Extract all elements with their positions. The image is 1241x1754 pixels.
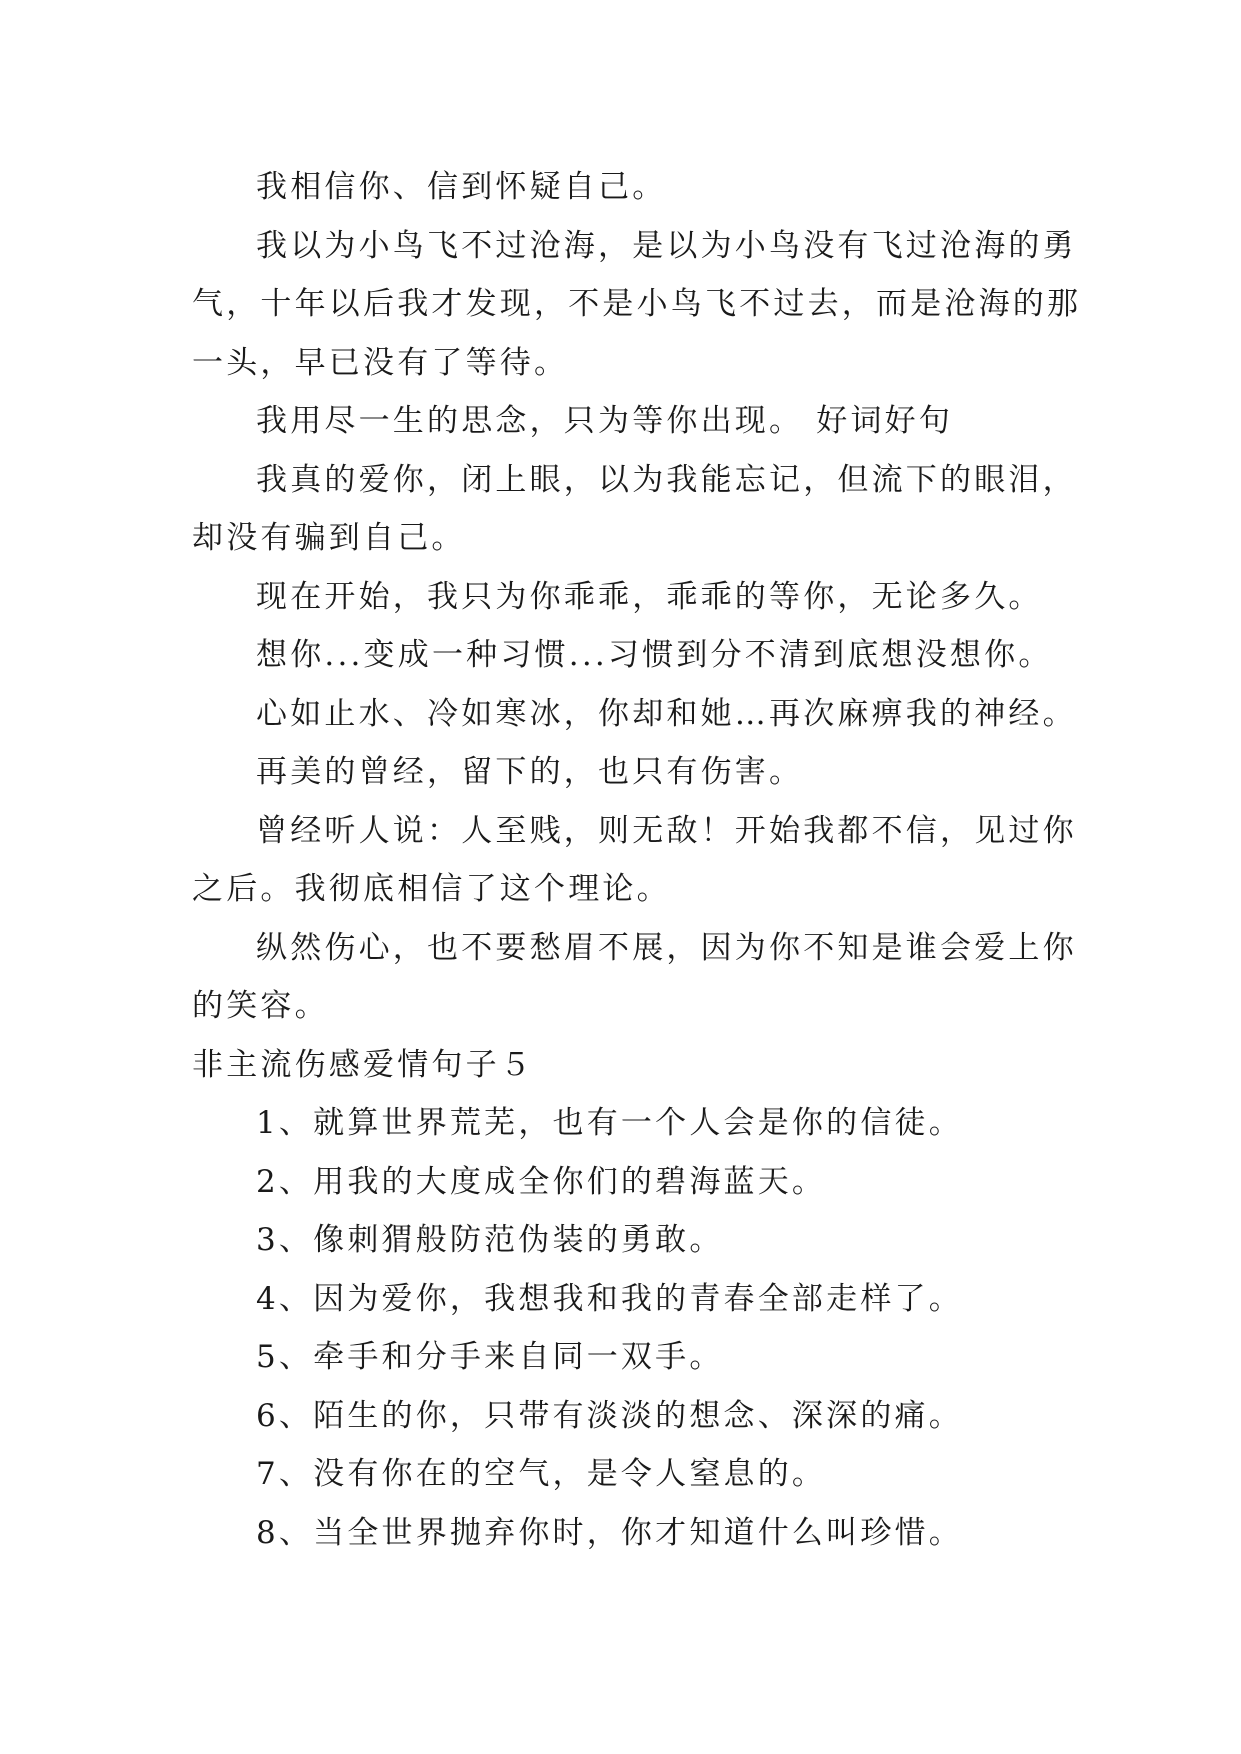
list-item: 6、陌生的你，只带有淡淡的想念、深深的痛。 <box>256 1397 963 1434</box>
list-item: 1、就算世界荒芜，也有一个人会是你的信徒。 <box>256 1105 963 1141</box>
list-item: 8、当全世界抛弃你时，你才知道什么叫珍惜。 <box>256 1514 963 1551</box>
list-item: 7、没有你在的空气，是令人窒息的。 <box>256 1456 827 1492</box>
paragraph: 我用尽一生的思念，只为等你出现。 好词好句 <box>256 403 954 439</box>
list-item: 5、牵手和分手来自同一双手。 <box>256 1339 724 1375</box>
paragraph: 曾经听人说：人至贱，则无敌！开始我都不信，见过你之后。我彻底相信了这个理论。 <box>192 812 1077 907</box>
paragraph: 纵然伤心，也不要愁眉不展，因为你不知是谁会爱上你的笑容。 <box>192 929 1077 1024</box>
list-item: 3、像刺猬般防范伪装的勇敢。 <box>256 1222 724 1258</box>
paragraph: 想你...变成一种习惯...习惯到分不清到底想没想你。 <box>256 637 1053 673</box>
section-heading: 非主流伤感爱情句子５ <box>192 1046 534 1083</box>
document-body <box>192 158 1082 1562</box>
paragraph: 我真的爱你，闭上眼，以为我能忘记，但流下的眼泪，却没有骗到自己。 <box>192 461 1077 556</box>
list-item: 4、因为爱你，我想我和我的青春全部走样了。 <box>256 1280 963 1317</box>
paragraph: 我相信你、信到怀疑自己。 <box>256 169 667 205</box>
paragraph: 我以为小鸟飞不过沧海，是以为小鸟没有飞过沧海的勇气，十年以后我才发现，不是小鸟飞不过去，而是沧海的那一头，早已没有了等待。 <box>192 227 1082 381</box>
paragraph: 现在开始，我只为你乖乖，乖乖的等你，无论多久。 <box>256 578 1043 615</box>
paragraph: 心如止水、冷如寒冰，你却和她…再次麻痹我的神经。 <box>256 695 1077 732</box>
list-item: 2、用我的大度成全你们的碧海蓝天。 <box>256 1163 827 1200</box>
paragraph: 再美的曾经，留下的，也只有伤害。 <box>256 754 804 790</box>
